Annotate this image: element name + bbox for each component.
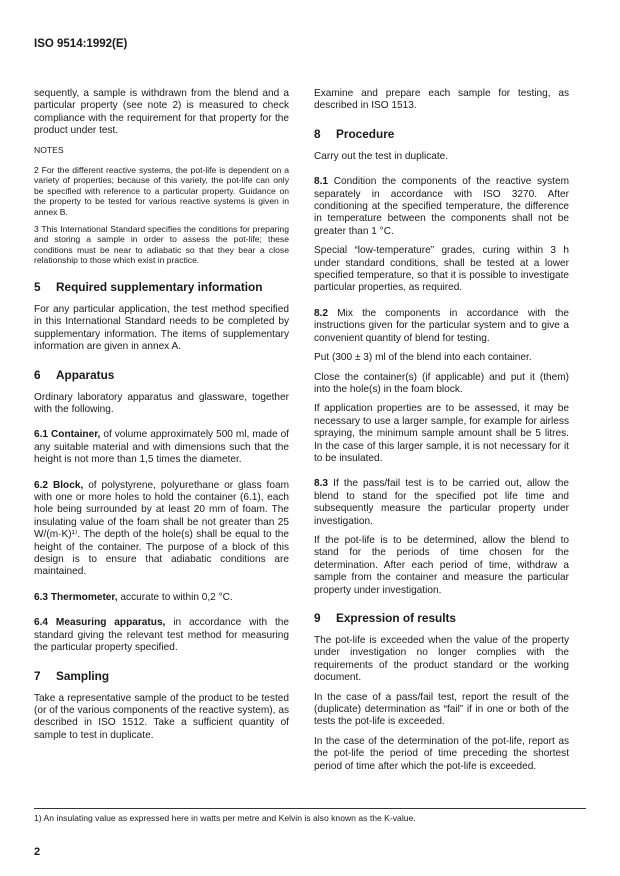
- clause-8-1: [314, 176, 569, 238]
- section-8-text: Carry out the test in duplicate.: [314, 150, 449, 162]
- section-9-number: 9: [314, 611, 321, 625]
- footnote-rule: [34, 808, 586, 809]
- clause-6-3-text: accurate to within 0,2 °C.: [120, 591, 233, 603]
- note-3: 3 This International Standard specifies the conditions for preparing and storing a sample in order to assess the pot-life; these conditions must be near to adiabatic so that they bear a close relationship to those which exist in practice.: [34, 223, 289, 266]
- section-5-title: Required supplementary information: [56, 279, 263, 294]
- section-7-title: Sampling: [56, 668, 110, 683]
- clause-8-2: [314, 308, 569, 345]
- section-8-title: Procedure: [336, 126, 395, 141]
- clause-6-2-label: 6.2 Block,: [34, 479, 84, 491]
- clause-6-1-label: 6.1 Container,: [34, 429, 101, 441]
- note-2: 2 For the different reactive systems, the pot-life is dependent on a variety of properties; because of this variety, the pot-life can only be specified with reference to a particular property. Guidance on the property to be tested for various reactive systems is given in annex B.: [34, 164, 289, 217]
- clause-6-3: [34, 592, 289, 604]
- clause-6-4-label: 6.4 Measuring apparatus,: [34, 617, 166, 629]
- section-7-text: Take a representative sample of the product to be tested (or of the various components of the reactive system), as described in ISO 1512. Take a sufficient quantity of sample to test in duplicate.: [34, 692, 289, 741]
- clause-8-2-label: 8.2: [314, 307, 329, 319]
- clause-6-4: [34, 617, 289, 654]
- section-9-para-2: In the case of a pass/fail test, report the result of the (duplicate) determination as “fail” if in one or both of the tests the pot-life is exceeded.: [314, 691, 569, 728]
- running-header: ISO 9514:1992(E): [34, 38, 128, 50]
- left-column: [34, 88, 289, 749]
- clause-8-3-label: 8.3: [314, 478, 329, 490]
- section-5-number: 5: [34, 279, 41, 294]
- clause-8-3-text: If the pass/fail test is to be carried out, allow the blend to stand for the specified pot life time and subsequently measure the particular property under investigation.: [314, 478, 569, 527]
- clause-8-1-text: Condition the components of the reactive system separately in accordance with ISO 3270. After conditioning at the specified temperature, the difference in temperature between the components shall not be greater than 1 °C.: [314, 176, 569, 237]
- clause-6-2-text: of polystyrene, polyurethane or glass foam with one or more holes to hold the container (6.1), each hole being surrounded by at least 20 mm of foam. The insulating value of the foam shall be not greater than 25 W/(m·K)¹⁾. The depth of the hole(s) shall be equal to the height of the container. The purpose of a block of this design is to ensure that adiabatic conditions are maintained.: [34, 479, 289, 578]
- clause-6-1: [34, 429, 289, 466]
- clause-6-4-text: in accordance with the standard giving the relevant test method for measuring the particular property specified.: [34, 617, 289, 654]
- section-6-heading: [34, 368, 289, 382]
- clause-8-3-para-2: If the pot-life is to be determined, allow the blend to stand for the periods of time chosen for the determination. After each period of time, withdraw a sample from the container and measure the particular property under investigation.: [314, 534, 569, 596]
- clause-8-1-label: 8.1: [314, 176, 329, 188]
- section-9-heading: [314, 611, 569, 625]
- intro-paragraph: sequently, a sample is withdrawn from the blend and a particular property (see note 2) is measured to check compliance with the requirement for that property for the product under test.: [34, 88, 289, 137]
- clause-8-2-para-4: If application properties are to be assessed, it may be necessary to use a larger sample, for example for airless spraying, the minimum sample amount shall be 5 litres. In the case of this larger sample, it is not necessary for it to be insulated.: [314, 403, 569, 464]
- section-8-number: 8: [314, 126, 321, 141]
- section-5-text: For any particular application, the test method specified in this International Standard needs to be completed by supplementary information. The items of supplementary information are given in annex A.: [34, 303, 289, 353]
- section-7-heading: [34, 669, 289, 683]
- section-9-title: Expression of results: [336, 611, 456, 625]
- section-7-number: 7: [34, 668, 41, 683]
- section-5-heading: [34, 280, 289, 294]
- section-6-title: Apparatus: [56, 367, 115, 382]
- clause-6-2: [34, 480, 289, 579]
- clause-8-1-para-2: Special “low-temperature” grades, curing within 3 h under standard conditions, shall be tested at a lower specified temperature, so that it is possible to investigate particular properties, as required.: [314, 245, 569, 294]
- section-9-para-3: In the case of the determination of the pot-life, report as the pot-life the period of time preceding the shortest period of time after which the pot-life is exceeded.: [314, 735, 569, 772]
- clause-8-2-para-2: Put (300 ± 3) ml of the blend into each container.: [314, 352, 532, 364]
- clause-8-2-para-3: Close the container(s) (if applicable) and put it (them) into the hole(s) in the foam block.: [314, 371, 569, 395]
- clause-8-3: [314, 478, 569, 528]
- section-6-text: Ordinary laboratory apparatus and glassware, together with the following.: [34, 391, 289, 415]
- section-8-heading: [314, 127, 569, 141]
- clause-8-2-text: Mix the components in accordance with the instructions given for the particular system and to give a convenient quantity of blend for testing.: [314, 307, 569, 344]
- footnote: 1) An insulating value as expressed here in watts per metre and Kelvin is also known as the K-value.: [34, 813, 416, 823]
- section-6-number: 6: [34, 367, 41, 382]
- section-9-para-1: The pot-life is exceeded when the value of the property under investigation no longer complies with the requirements of the product standard or the working document.: [314, 635, 569, 684]
- right-intro-paragraph: Examine and prepare each sample for testing, as described in ISO 1513.: [314, 88, 569, 112]
- clause-6-3-label: 6.3 Thermometer,: [34, 591, 118, 603]
- clause-6-1-text: of volume approximately 500 ml, made of any suitable material and with dimensions such that the height is not more than 1,5 times the diameter.: [34, 429, 289, 466]
- page-number: 2: [34, 846, 41, 858]
- right-column: [314, 88, 569, 780]
- notes-label: NOTES: [34, 144, 64, 155]
